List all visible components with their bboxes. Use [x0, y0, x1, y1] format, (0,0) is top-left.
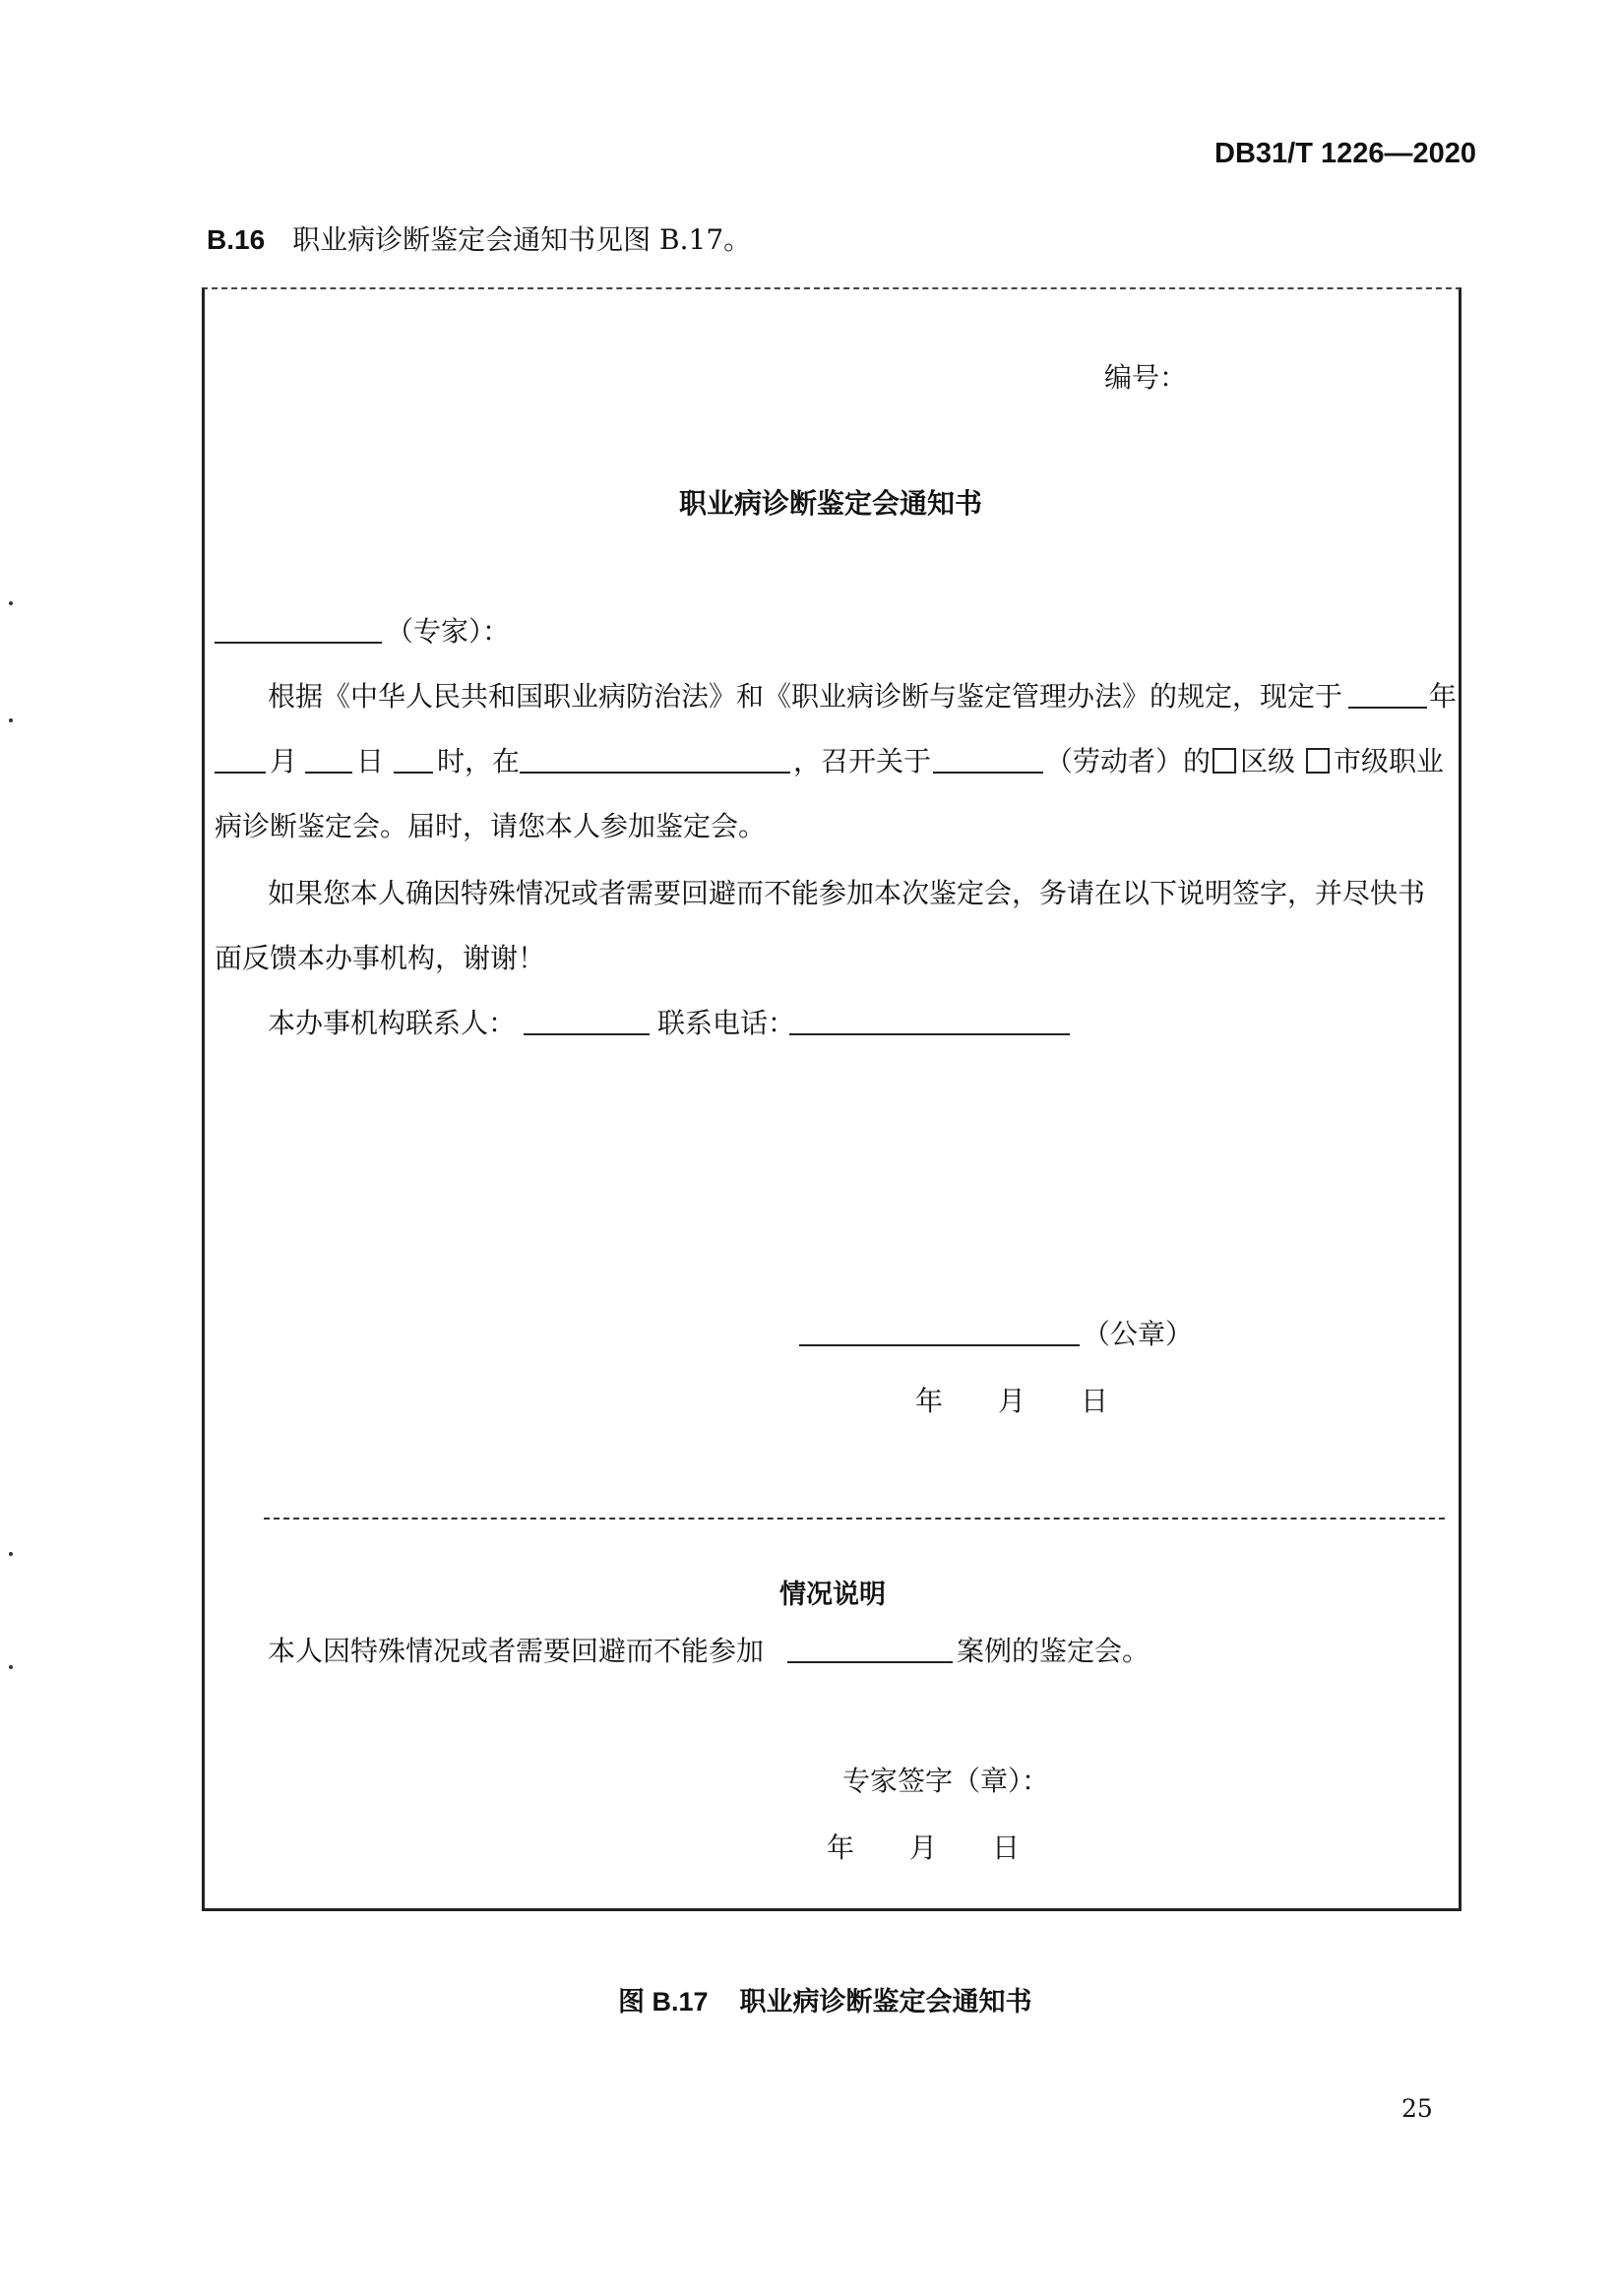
salutation-suffix: （专家）： — [386, 615, 511, 648]
day-blank[interactable] — [305, 772, 352, 774]
clause-text: 职业病诊断鉴定会通知书见图 B.17。 — [292, 223, 752, 256]
seal-date — [915, 1380, 1108, 1419]
clause-line — [207, 218, 751, 258]
phone-blank[interactable] — [789, 1033, 1070, 1035]
scan-speck — [9, 601, 13, 605]
case-name-blank[interactable] — [787, 1661, 953, 1663]
expert-signature-label: 专家签字（章）： — [842, 1765, 1050, 1797]
signature-date — [827, 1827, 1020, 1866]
location-blank[interactable] — [520, 772, 790, 774]
phone-label: 联系电话： — [657, 1007, 796, 1039]
hour-blank[interactable] — [394, 772, 433, 774]
expert-name-blank[interactable] — [215, 642, 382, 644]
explanation-text-b: 案例的鉴定会。 — [957, 1635, 1151, 1667]
district-level-checkbox[interactable] — [1213, 748, 1236, 774]
year-blank[interactable] — [1348, 707, 1427, 709]
para2-line1: 如果您本人确因特殊情况或者需要回避而不能参加本次鉴定会，务请在以下说明签字，并尽快书 — [268, 877, 1426, 909]
scan-speck — [9, 1552, 13, 1556]
organization-seal-blank[interactable] — [799, 1344, 1080, 1346]
para1-line1: 根据《中华人民共和国职业病防治法》和《职业病诊断与鉴定管理办法》的规定，现定于 — [268, 680, 1343, 713]
tear-off-divider — [264, 1518, 1445, 1520]
city-level-checkbox[interactable] — [1306, 748, 1330, 774]
para1-worker-text: （劳动者）的 — [1045, 745, 1212, 777]
figure-number: 图 B.17 — [618, 1987, 709, 2017]
explanation-text-a: 本人因特殊情况或者需要回避而不能参加 — [268, 1635, 765, 1667]
serial-number-label: 编号： — [1104, 361, 1188, 394]
signature-date-year: 年 — [827, 1831, 855, 1864]
city-level-label: 市级职业 — [1333, 745, 1444, 777]
signature-date-month: 月 — [909, 1831, 938, 1864]
figure-title: 职业病诊断鉴定会通知书 — [739, 1987, 1032, 2017]
seal-date-day: 日 — [1081, 1385, 1109, 1417]
para1-month: 月 — [270, 745, 298, 777]
figure-caption — [618, 1980, 1032, 2018]
para2-line2: 面反馈本办事机构，谢谢！ — [215, 942, 546, 974]
para1-worker — [1045, 740, 1444, 779]
scan-speck — [9, 1665, 13, 1669]
expert-signature-field[interactable] — [1026, 1791, 1203, 1793]
district-level-label: 区级 — [1240, 745, 1296, 777]
para1-year: 年 — [1429, 680, 1458, 713]
explanation-title: 情况说明 — [779, 1580, 886, 1610]
month-blank[interactable] — [215, 772, 266, 774]
para1-day: 日 — [356, 745, 385, 777]
page-number: 25 — [1401, 2094, 1433, 2123]
standard-number: DB31/T 1226—2020 — [1214, 138, 1476, 169]
form-title: 职业病诊断鉴定会通知书 — [679, 487, 983, 520]
scan-speck — [9, 718, 13, 722]
contact-label: 本办事机构联系人： — [268, 1007, 517, 1039]
worker-name-blank[interactable] — [933, 772, 1043, 774]
seal-label: （公章） — [1083, 1318, 1194, 1350]
contact-person-blank[interactable] — [524, 1033, 650, 1035]
clause-number: B.16 — [207, 224, 266, 255]
para1-hour: 时，在 — [437, 745, 521, 777]
seal-date-month: 月 — [998, 1385, 1026, 1417]
seal-date-year: 年 — [915, 1385, 944, 1417]
para1-convene: ，召开关于 — [793, 745, 932, 777]
signature-date-day: 日 — [992, 1831, 1021, 1864]
para1-line3: 病诊断鉴定会。届时，请您本人参加鉴定会。 — [215, 810, 767, 842]
